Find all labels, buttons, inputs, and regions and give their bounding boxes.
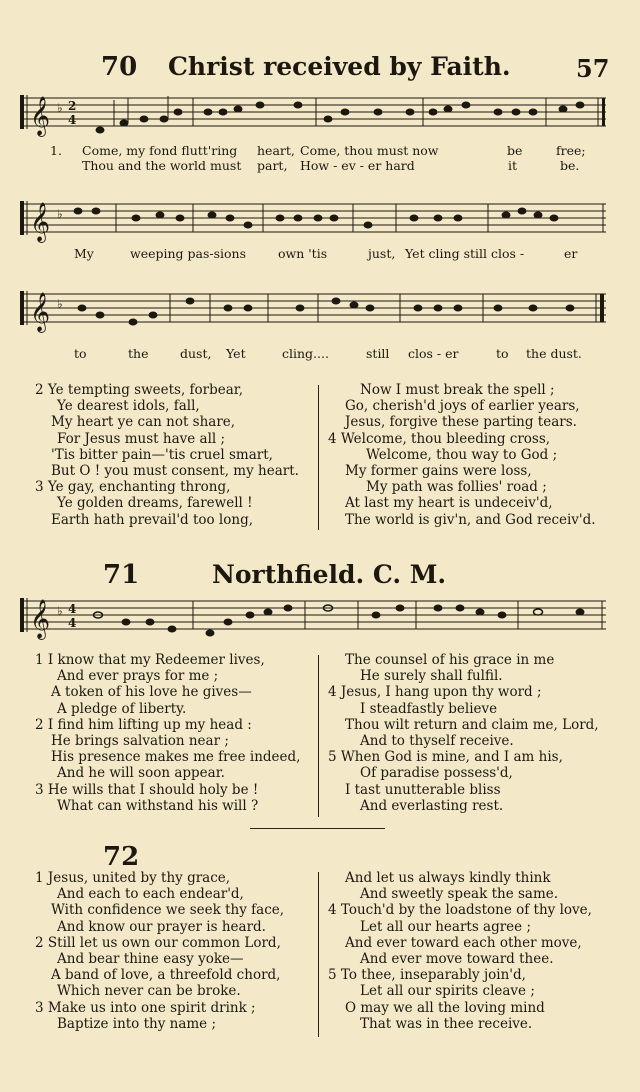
verse-line: I tast unutterable bliss (345, 781, 501, 798)
verse-line: The world is giv'n, and God receiv'd. (345, 511, 596, 528)
hymn72-verses-left (35, 870, 320, 1032)
lyric: it (508, 158, 518, 173)
verse-1-number: 1. (50, 143, 62, 158)
verse-line: Let all our hearts agree ; (360, 918, 532, 935)
verse-line: Baptize into thy name ; (57, 1015, 217, 1032)
verse-line: Jesus, forgive these parting tears. (345, 414, 577, 431)
verse-line: And each to each endear'd, (57, 886, 244, 903)
verse-line: A pledge of liberty. (57, 700, 187, 717)
verse-number: 4 (328, 684, 337, 701)
verse-number: 2 (35, 716, 44, 733)
verse-line: And to thyself receive. (360, 733, 514, 750)
verse-line: Ye golden dreams, farewell ! (57, 495, 253, 512)
verse-line: And let us always kindly think (345, 870, 551, 886)
verse-line: Which never can be broke. (57, 983, 241, 1000)
lyric: just, (368, 246, 396, 261)
verse-number: 5 (328, 749, 337, 766)
verse-line: At last my heart is undeceiv'd, (345, 495, 553, 512)
lyric: to (74, 346, 87, 361)
svg-text:2: 2 (68, 99, 77, 113)
lyric: the (128, 346, 149, 361)
verse-line: My path was follies' road ; (366, 479, 547, 496)
svg-text:♭: ♭ (57, 604, 63, 618)
lyric: Come, my fond flutt'ring (82, 143, 238, 158)
lyric: heart, (257, 143, 295, 158)
verse-line: Let all our spirits cleave ; (360, 983, 535, 1000)
svg-text:4: 4 (68, 602, 77, 616)
verse-line: And he will soon appear. (57, 765, 225, 782)
verse-number: 4 (328, 430, 337, 447)
verse-line: A token of his love he gives— (51, 684, 252, 701)
verse-line: He brings salvation near ; (51, 733, 229, 750)
svg-text:♭: ♭ (57, 297, 63, 311)
lyric: still (366, 346, 390, 361)
verse-line: And ever move toward thee. (360, 951, 554, 968)
svg-text:𝄞: 𝄞 (30, 96, 51, 136)
music-staff-system-2 (18, 196, 608, 244)
verse-line: 1 Jesus, united by thy grace, (35, 870, 231, 886)
verse-line: 3 Ye gay, enchanting throng, (35, 479, 231, 496)
verse-number: 5 (328, 967, 337, 984)
verse-line: He surely shall fulfil. (360, 668, 503, 685)
verse-number: 2 (35, 934, 44, 951)
svg-text:𝄞: 𝄞 (30, 599, 51, 639)
hymn-number: 70 (101, 52, 138, 82)
column-divider (318, 655, 319, 817)
hymn-number: 71 (103, 560, 140, 590)
lyric: be. (560, 158, 580, 173)
lyric: My (74, 246, 94, 261)
verse-line: Go, cherish'd joys of earlier years, (345, 398, 580, 415)
verse-line: And sweetly speak the same. (360, 886, 559, 903)
music-staff-system-1 (18, 90, 608, 140)
verse-line: 'Tis bitter pain—'tis cruel smart, (51, 446, 273, 463)
verse-line: The counsel of his grace in me (345, 652, 555, 668)
verse-line: 2 Ye tempting sweets, forbear, (35, 382, 244, 398)
section-separator (250, 828, 385, 829)
verse-line: 2 I find him lifting up my head : (35, 716, 252, 733)
hymn70-verses-left (35, 382, 320, 528)
verse-line: Earth hath prevail'd too long, (51, 511, 254, 528)
lyric: be (507, 143, 523, 158)
verse-number: 3 (35, 479, 44, 496)
verse-number: 3 (35, 999, 44, 1016)
lyric: Thou and the world must (82, 158, 242, 173)
lyric: cling.... (282, 346, 329, 361)
lyric: How - ev - er hard (300, 158, 415, 173)
verse-line: O may we all the loving mind (345, 999, 545, 1016)
verse-line: 1 I know that my Redeemer lives, (35, 652, 265, 668)
verse-line: My heart ye can not share, (51, 414, 236, 431)
verse-line: Ye dearest idols, fall, (57, 398, 200, 415)
svg-text:♭: ♭ (57, 101, 63, 115)
lyric: weeping pas-sions (130, 246, 247, 261)
lyric: own 'tis (278, 246, 328, 261)
hymn72-verses-right (328, 870, 613, 1032)
lyric: part, (257, 158, 288, 173)
lyric: er (564, 246, 578, 261)
verse-line: My former gains were loss, (345, 463, 532, 480)
lyric: free; (556, 143, 586, 158)
verse-line: A band of love, a threefold chord, (51, 967, 281, 984)
verse-line: And everlasting rest. (360, 797, 504, 814)
svg-text:♭: ♭ (57, 207, 63, 221)
verse-line: What can withstand his will ? (57, 797, 259, 814)
music-staff-system-3 (18, 286, 608, 346)
lyric: dust, (180, 346, 212, 361)
hymn71-verses-right (328, 652, 613, 814)
verse-line: For Jesus must have all ; (57, 430, 226, 447)
verse-line: 5 To thee, inseparably join'd, (328, 967, 526, 984)
verse-number: 3 (35, 781, 44, 798)
verse-line: With confidence we seek thy face, (51, 902, 285, 919)
lyric: Yet (226, 346, 246, 361)
verse-line: Thou wilt return and claim me, Lord, (345, 716, 599, 733)
verse-line: Of paradise possess'd, (360, 765, 513, 782)
verse-line: 4 Touch'd by the loadstone of thy love, (328, 902, 592, 919)
column-divider (318, 872, 319, 1037)
verse-line: Now I must break the spell ; (360, 382, 555, 398)
verse-line: 2 Still let us own our common Lord, (35, 934, 281, 951)
verse-line: And know our prayer is heard. (57, 918, 266, 935)
music-staff-hymn-71 (18, 593, 608, 643)
verse-line: His presence makes me free indeed, (51, 749, 301, 766)
verse-line: 3 He wills that I should holy be ! (35, 781, 259, 798)
svg-text:𝄞: 𝄞 (30, 292, 51, 332)
hymn-title: Northfield. C. M. (212, 560, 447, 589)
column-divider (318, 385, 319, 530)
verse-line: And bear thine easy yoke— (57, 951, 244, 968)
verse-number: 2 (35, 382, 44, 398)
verse-line: That was in thee receive. (360, 1015, 533, 1032)
lyric: Yet cling still clos - (405, 246, 525, 261)
hymn71-verses-left (35, 652, 320, 814)
svg-text:4: 4 (68, 113, 77, 127)
verse-line: 3 Make us into one spirit drink ; (35, 999, 256, 1016)
verse-line: 4 Jesus, I hang upon thy word ; (328, 684, 542, 701)
svg-text:𝄞: 𝄞 (30, 202, 51, 242)
hymn70-verses-right (328, 382, 613, 528)
hymn-number: 72 (103, 842, 140, 872)
hymn-title: Christ received by Faith. (168, 52, 511, 81)
verse-line: And ever prays for me ; (57, 668, 219, 685)
verse-line: But O ! you must consent, my heart. (51, 463, 299, 480)
lyric: Come, thou must now (300, 143, 439, 158)
lyric: to (496, 346, 509, 361)
svg-text:4: 4 (68, 616, 77, 630)
verse-number: 1 (35, 870, 44, 886)
lyric: clos - er (408, 346, 459, 361)
verse-line: 5 When God is mine, and I am his, (328, 749, 563, 766)
lyric: the dust. (526, 346, 582, 361)
verse-number: 4 (328, 902, 337, 919)
page-number: 57 (576, 54, 610, 83)
verse-line: Welcome, thou way to God ; (366, 446, 558, 463)
verse-line: And ever toward each other move, (345, 934, 582, 951)
verse-number: 1 (35, 652, 44, 668)
verse-line: 4 Welcome, thou bleeding cross, (328, 430, 551, 447)
verse-line: I steadfastly believe (360, 700, 498, 717)
